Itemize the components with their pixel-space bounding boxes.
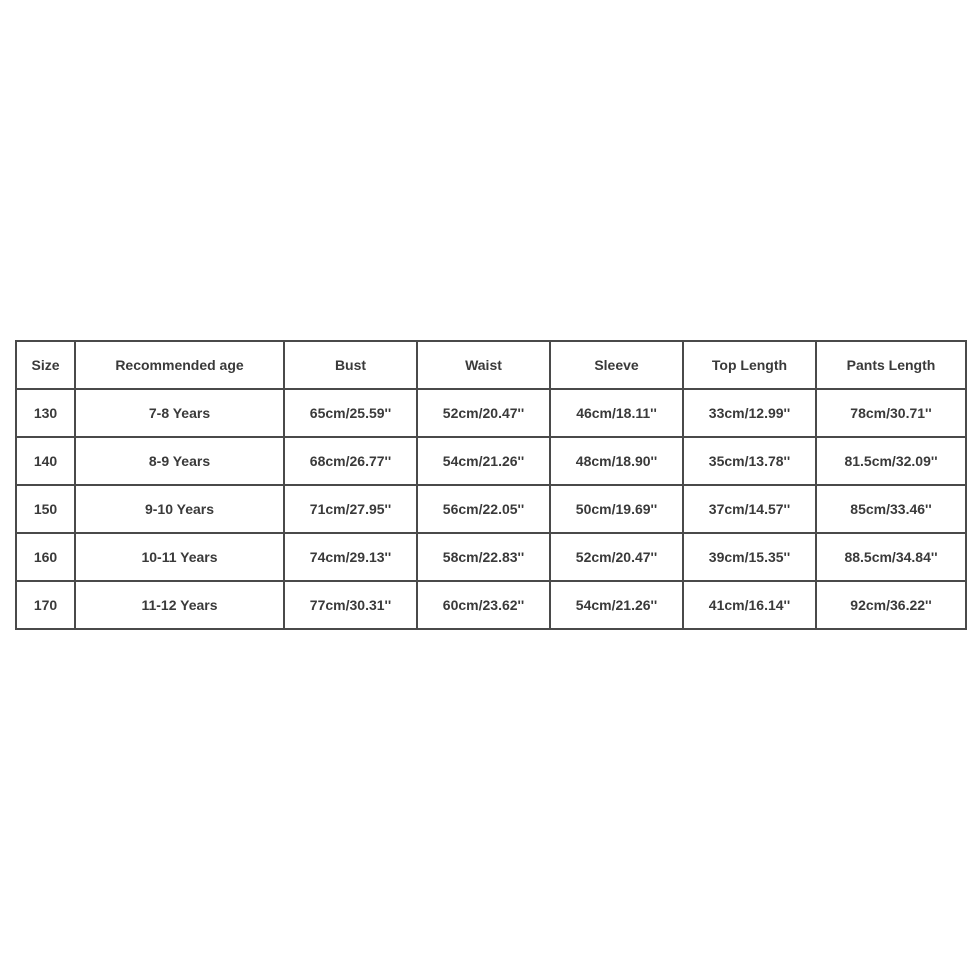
table-row bbox=[16, 389, 966, 437]
cell-size: 170 bbox=[16, 581, 75, 629]
cell-recommended-age: 7-8 Years bbox=[75, 389, 284, 437]
cell-top-length: 37cm/14.57'' bbox=[683, 485, 816, 533]
cell-waist: 60cm/23.62'' bbox=[417, 581, 550, 629]
header-size: Size bbox=[16, 341, 75, 389]
header-sleeve: Sleeve bbox=[550, 341, 683, 389]
header-waist: Waist bbox=[417, 341, 550, 389]
cell-waist: 52cm/20.47'' bbox=[417, 389, 550, 437]
cell-bust: 65cm/25.59'' bbox=[284, 389, 417, 437]
cell-waist: 58cm/22.83'' bbox=[417, 533, 550, 581]
header-bust: Bust bbox=[284, 341, 417, 389]
cell-top-length: 33cm/12.99'' bbox=[683, 389, 816, 437]
cell-waist: 56cm/22.05'' bbox=[417, 485, 550, 533]
cell-size: 130 bbox=[16, 389, 75, 437]
cell-recommended-age: 10-11 Years bbox=[75, 533, 284, 581]
cell-sleeve: 48cm/18.90'' bbox=[550, 437, 683, 485]
cell-pants-length: 88.5cm/34.84'' bbox=[816, 533, 966, 581]
table-row bbox=[16, 581, 966, 629]
cell-top-length: 41cm/16.14'' bbox=[683, 581, 816, 629]
cell-bust: 68cm/26.77'' bbox=[284, 437, 417, 485]
cell-bust: 71cm/27.95'' bbox=[284, 485, 417, 533]
cell-recommended-age: 11-12 Years bbox=[75, 581, 284, 629]
cell-recommended-age: 8-9 Years bbox=[75, 437, 284, 485]
cell-top-length: 39cm/15.35'' bbox=[683, 533, 816, 581]
table-row bbox=[16, 485, 966, 533]
cell-pants-length: 78cm/30.71'' bbox=[816, 389, 966, 437]
header-top-length: Top Length bbox=[683, 341, 816, 389]
cell-size: 140 bbox=[16, 437, 75, 485]
cell-recommended-age: 9-10 Years bbox=[75, 485, 284, 533]
cell-sleeve: 52cm/20.47'' bbox=[550, 533, 683, 581]
cell-top-length: 35cm/13.78'' bbox=[683, 437, 816, 485]
table-row bbox=[16, 437, 966, 485]
cell-pants-length: 85cm/33.46'' bbox=[816, 485, 966, 533]
cell-sleeve: 54cm/21.26'' bbox=[550, 581, 683, 629]
header-recommended-age: Recommended age bbox=[75, 341, 284, 389]
size-chart-table bbox=[15, 340, 967, 630]
cell-pants-length: 92cm/36.22'' bbox=[816, 581, 966, 629]
cell-pants-length: 81.5cm/32.09'' bbox=[816, 437, 966, 485]
cell-size: 150 bbox=[16, 485, 75, 533]
cell-size: 160 bbox=[16, 533, 75, 581]
cell-sleeve: 46cm/18.11'' bbox=[550, 389, 683, 437]
header-pants-length: Pants Length bbox=[816, 341, 966, 389]
cell-sleeve: 50cm/19.69'' bbox=[550, 485, 683, 533]
table-row bbox=[16, 533, 966, 581]
cell-waist: 54cm/21.26'' bbox=[417, 437, 550, 485]
cell-bust: 77cm/30.31'' bbox=[284, 581, 417, 629]
cell-bust: 74cm/29.13'' bbox=[284, 533, 417, 581]
table-header-row bbox=[16, 341, 966, 389]
